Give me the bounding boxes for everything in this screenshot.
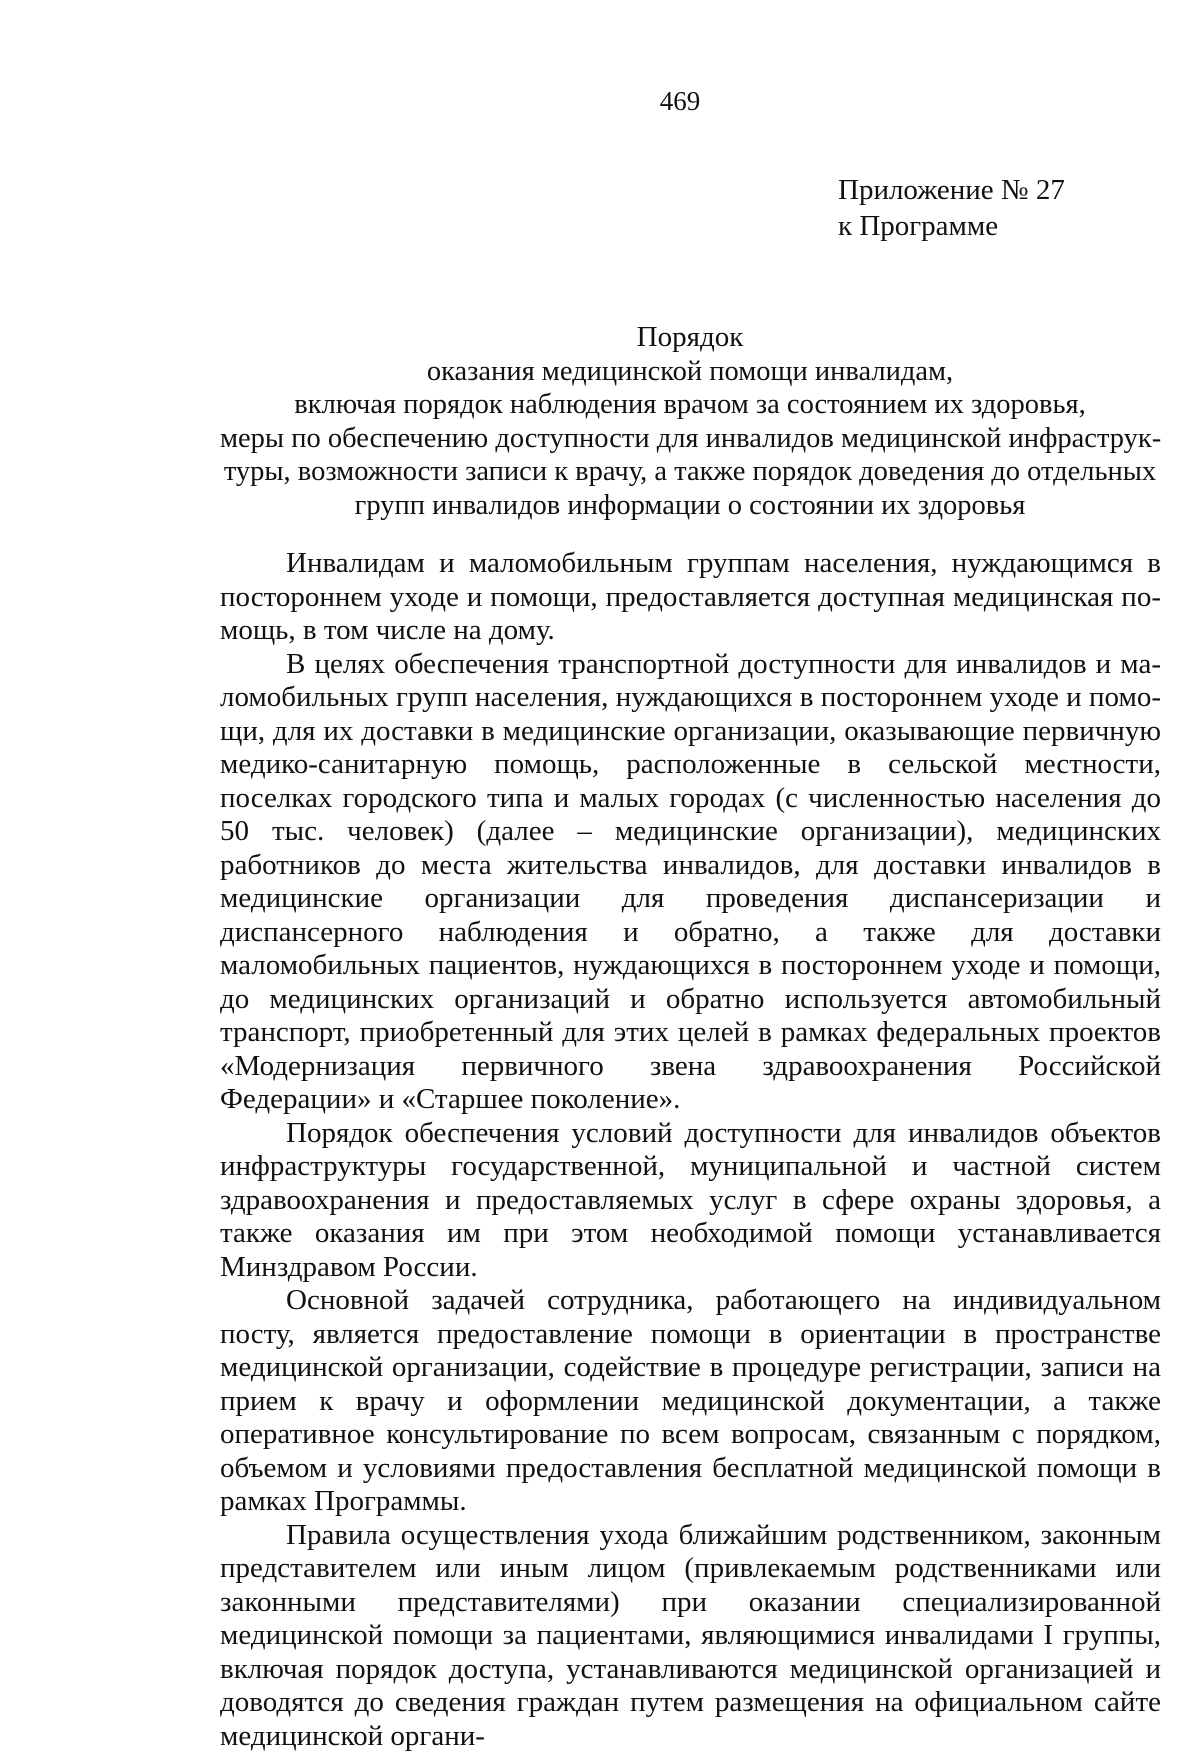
paragraph: В целях обеспечения транспортной доступности для инвалидов и маломобильных групп населения, нуждающихся в постороннем уходе и помощи, для их доставки в медицинские организации, оказывающие первичную медико-санитарную помощь, расположенные в сельской местности, поселках городского типа и малых городах (с численностью населения до 50 тыс. человек) (далее – медицинские организации), медицинских работников до места жительства инвалидов, для доставки инвалидов в медицинские организации для проведения диспансеризации и диспансерного наблюдения и обратно, а также для доставки маломобильных пациентов, нуждающихся в постороннем уходе и помощи, до медицинских организаций и обратно используется автомобильный транспорт, приобретенный для этих целей в рамках федеральных проектов «Модернизация первичного звена здравоохранения Российской Федерации» и «Старшее поколение».	[220, 648, 1161, 1117]
heading-line: включая порядок наблюдения врачом за состоянием их здоровья,	[220, 388, 1160, 422]
paragraph: Правила осуществления ухода ближайшим родственником, законным представителем или иным лицом (привлекаемым родственниками или законными представителями) при оказании специализированной медицинской помощи за пациентами, являющимися инвалидами I группы, включая порядок доступа, устанавливаются медицинской организацией и доводятся до сведения граждан путем размещения на официальном сайте медицинской органи-	[220, 1519, 1161, 1753]
heading-line: групп инвалидов информации о состоянии их здоровья	[220, 489, 1160, 523]
heading-line: оказания медицинской помощи инвалидам,	[220, 355, 1160, 389]
paragraph: Основной задачей сотрудника, работающего на индивидуальном посту, является предоставление помощи в ориентации в пространстве медицинской организации, содействие в процедуре регистрации, записи на прием к врачу и оформлении медицинской документации, а также оперативное консультирование по всем вопросам, связанным с порядком, объемом и условиями предоставления бесплатной медицинской помощи в рамках Программы.	[220, 1284, 1161, 1519]
heading-line: меры по обеспечению доступности для инвалидов медицинской инфраструк-	[220, 422, 1160, 456]
appendix-label	[838, 172, 1065, 244]
document-heading	[220, 321, 1160, 522]
paragraph: Порядок обеспечения условий доступности для инвалидов объектов инфраструктуры государственной, муниципальной и частной систем здравоохранения и предоставляемых услуг в сфере охраны здоровья, а также оказания им при этом необходимой помощи устанавливается Минздравом России.	[220, 1117, 1161, 1285]
page-number: 469	[0, 86, 1200, 117]
appendix-line-1: Приложение № 27	[838, 172, 1065, 208]
heading-line: туры, возможности записи к врачу, а также порядок доведения до отдельных	[220, 455, 1160, 489]
heading-title: Порядок	[220, 321, 1160, 355]
body-text	[220, 547, 1161, 1753]
appendix-line-2: к Программе	[838, 208, 1065, 244]
paragraph: Инвалидам и маломобильным группам населения, нуждающимся в постороннем уходе и помощи, предоставляется доступная медицинская помощь, в том числе на дому.	[220, 547, 1161, 648]
